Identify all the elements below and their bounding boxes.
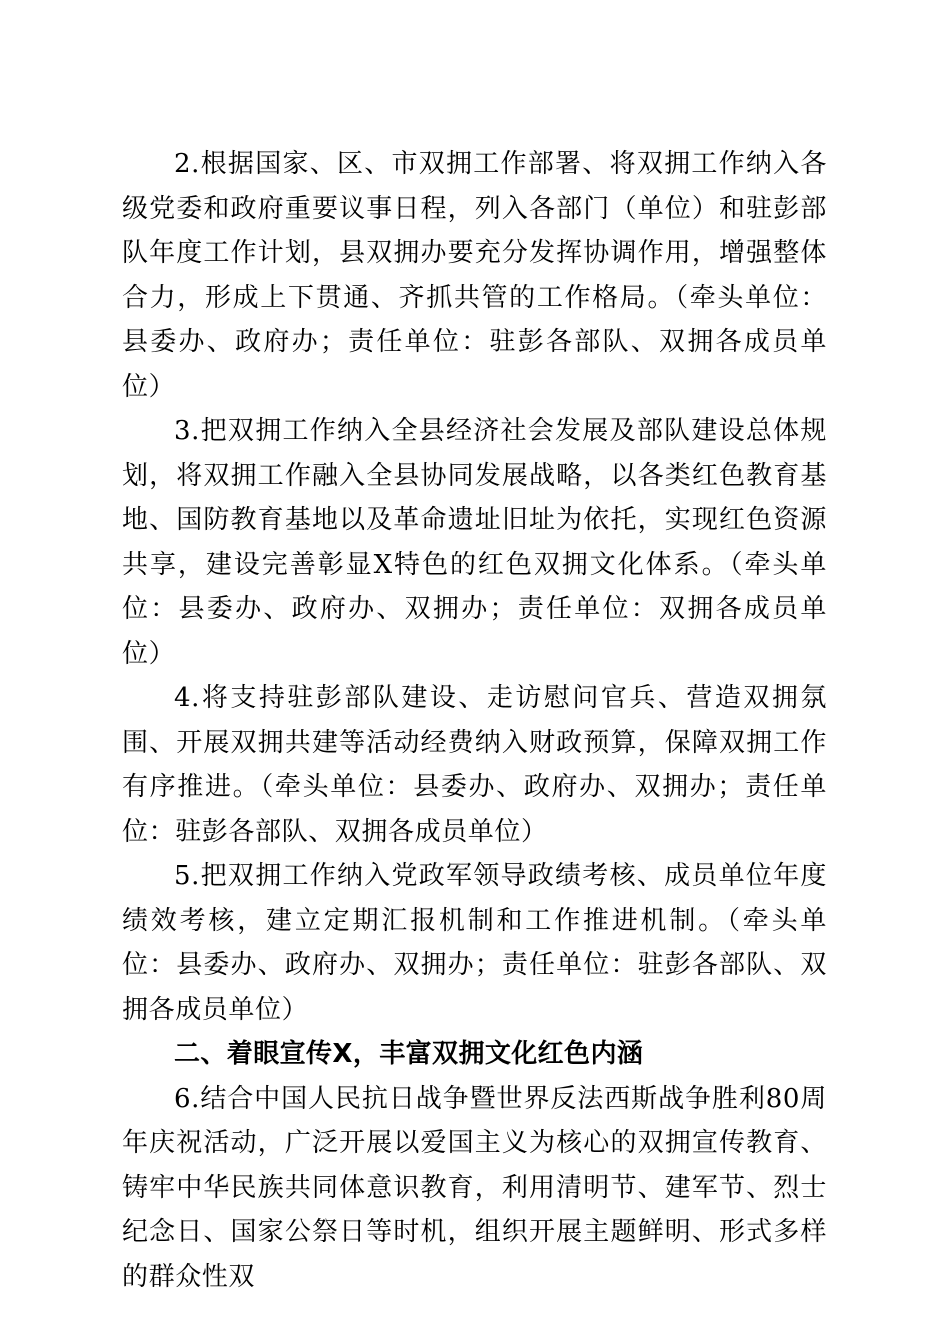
paragraph-2: 2.根据国家、区、市双拥工作部署、将双拥工作纳入各级党委和政府重要议事日程，列入各部门（单位）和驻彭部队年度工作计划，县双拥办要充分发挥协调作用，增强整体合力，形成上下贯通、齐抓共管的工作格局。（牵头单位：县委办、政府办；责任单位：驻彭各部队、双拥各成员单位）: [122, 149, 827, 402]
document-body: [122, 142, 827, 1299]
section-heading: 二、着眼宣传X，丰富双拥文化红色内涵: [174, 1039, 644, 1069]
paragraph-3: 3.把双拥工作纳入全县经济社会发展及部队建设总体规划，将双拥工作融入全县协同发展战略，以各类红色教育基地、国防教育基地以及革命遗址旧址为依托，实现红色资源共享，建设完善彰显X特色的红色双拥文化体系。（牵头单位：县委办、政府办、双拥办；责任单位：双拥各成员单位）: [122, 416, 827, 669]
paragraph-4: 4.将支持驻彭部队建设、走访慰问官兵、营造双拥氛围、开展双拥共建等活动经费纳入财政预算，保障双拥工作有序推进。（牵头单位：县委办、政府办、双拥办；责任单位：驻彭各部队、双拥各成员单位）: [122, 683, 827, 847]
paragraph-5: 5.把双拥工作纳入党政军领导政绩考核、成员单位年度绩效考核，建立定期汇报机制和工作推进机制。（牵头单位：县委办、政府办、双拥办；责任单位：驻彭各部队、双拥各成员单位）: [122, 861, 827, 1025]
paragraph-6: 6.结合中国人民抗日战争暨世界反法西斯战争胜利80周年庆祝活动，广泛开展以爱国主义为核心的双拥宣传教育、铸牢中华民族共同体意识教育，利用清明节、建军节、烈士纪念日、国家公祭日等时机，组织开展主题鲜明、形式多样的群众性双: [122, 1083, 827, 1292]
